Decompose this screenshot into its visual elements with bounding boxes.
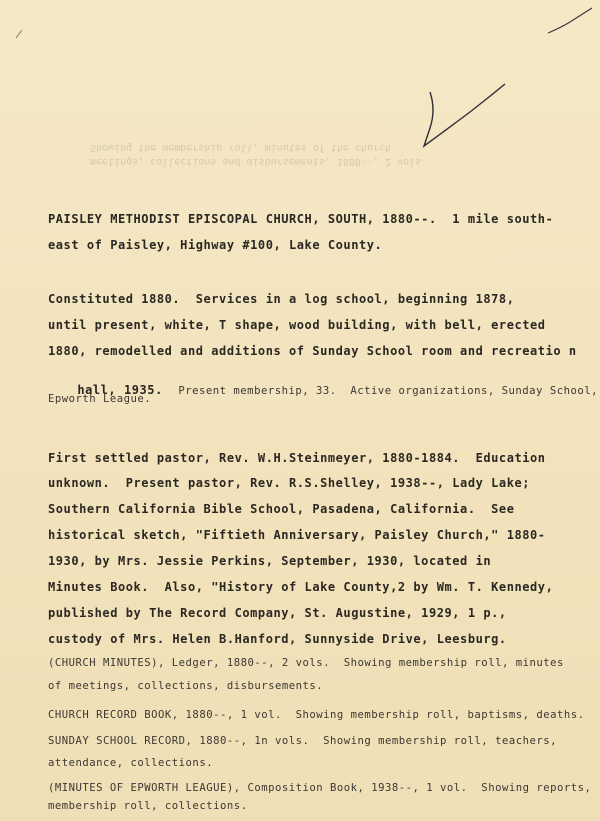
history-text-segment: hall, 1935.	[77, 383, 179, 397]
pastor-text-line: published by The Record Company, St. Augustine, 1929, 1 p.,	[48, 606, 507, 620]
bleed-through-line: Showing the membership roll, minutes of the church	[90, 142, 392, 153]
history-text-line: Constituted 1880. Services in a log school, beginning 1878,	[48, 292, 515, 306]
pastor-text-line: historical sketch, "Fiftieth Anniversary, Paisley Church," 1880-	[48, 528, 546, 542]
pastor-text-line: 1930, by Mrs. Jessie Perkins, September, 1930, located in	[48, 554, 492, 568]
pastor-text-line: unknown. Present pastor, Rev. R.S.Shelley, 1938--, Lady Lake;	[48, 476, 531, 490]
record-entry: membership roll, collections.	[48, 800, 248, 812]
document-heading-continued: east of Paisley, Highway #100, Lake County.	[48, 238, 383, 252]
membership-text: Present membership, 33. Active organizations, Sunday School,	[178, 385, 598, 397]
record-entry: (MINUTES OF EPWORTH LEAGUE), Composition Book, 1938--, 1 vol. Showing reports,	[48, 782, 592, 794]
document-heading: PAISLEY METHODIST EPISCOPAL CHURCH, SOUTH, 1880--. 1 mile south-	[48, 212, 554, 226]
bleed-through-line: meetings, collections and disbursements, 1880--, 2 vols.	[90, 156, 428, 167]
pastor-text-line: Southern California Bible School, Pasadena, California. See	[48, 502, 515, 516]
record-entry: of meetings, collections, disbursements.	[48, 680, 324, 692]
pastor-text-line: custody of Mrs. Helen B.Hanford, Sunnyside Drive, Leesburg.	[48, 632, 507, 646]
pastor-text-line: First settled pastor, Rev. W.H.Steinmeyer, 1880-1884. Education	[48, 451, 546, 465]
record-entry: (CHURCH MINUTES), Ledger, 1880--, 2 vols. Showing membership roll, minutes	[48, 657, 564, 669]
history-text-line: Epworth League.	[48, 393, 152, 405]
history-text-line: 1880, remodelled and additions of Sunday School room and recreatio n	[48, 344, 577, 358]
pastor-text-line: Minutes Book. Also, "History of Lake County,2 by Wm. T. Kennedy,	[48, 580, 554, 594]
record-entry: attendance, collections.	[48, 757, 214, 769]
history-text-line: until present, white, T shape, wood building, with bell, erected	[48, 318, 546, 332]
record-entry: CHURCH RECORD BOOK, 1880--, 1 vol. Showing membership roll, baptisms, deaths.	[48, 709, 585, 721]
record-entry: SUNDAY SCHOOL RECORD, 1880--, 1n vols. Showing membership roll, teachers,	[48, 735, 557, 747]
